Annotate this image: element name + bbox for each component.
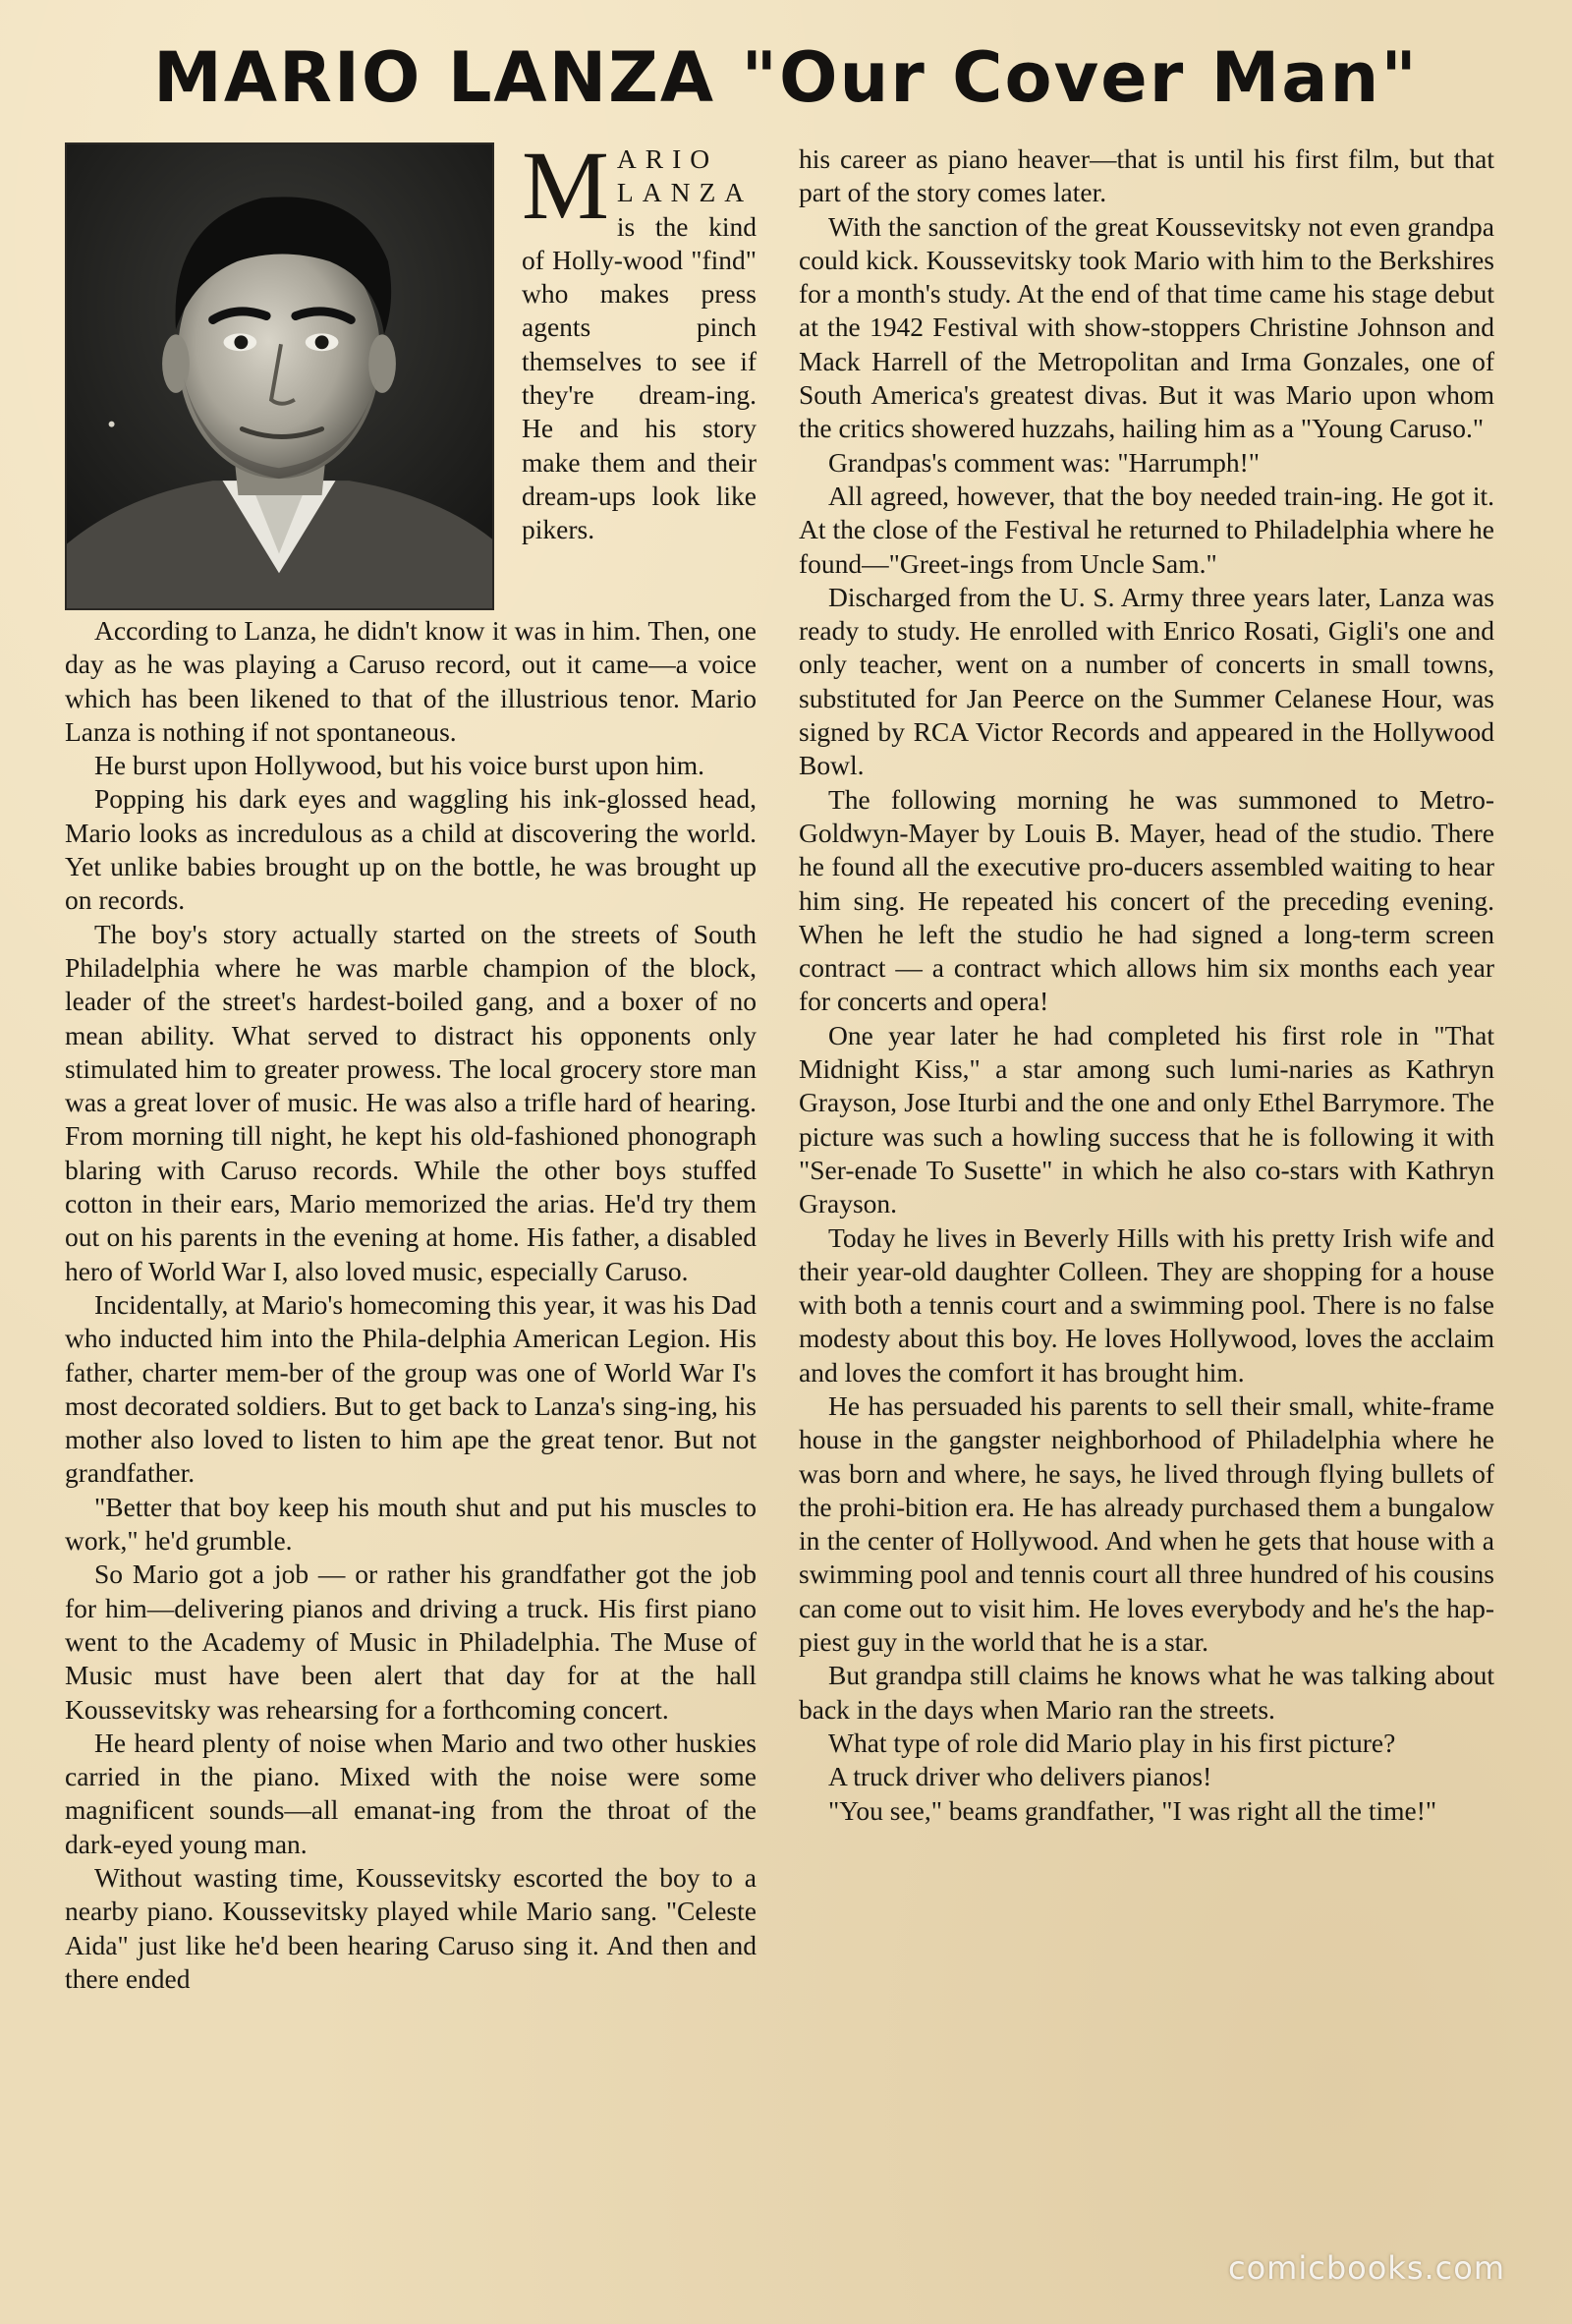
left-paragraph: Without wasting time, Koussevitsky escorted the boy to a nearby piano. Koussevitsky played while Mario sang. "Celeste Aida" just like he'd been hearing Caruso sing it. And then and there ended (65, 1861, 757, 1994)
right-paragraph: Grandpas's comment was: "Harrumph!" (828, 446, 1261, 478)
left-paragraph: He heard plenty of noise when Mario and two other huskies carried in the piano. Mixed with the noise were some magnificent sounds—all emanat-ing from the throat of the dark-eyed young man. (65, 1727, 757, 1859)
left-column (65, 131, 757, 1996)
right-paragraph: his career as piano heaver—that is until his first film, but that part of the story comes later. (799, 143, 1494, 208)
right-paragraph: Discharged from the U. S. Army three years later, Lanza was ready to study. He enrolled with Enrico Rosati, Gigli's one and only teacher, went on a number of concerts in small towns, substituted for Jan Peerce on the Summer Celanese Hour, was signed by RCA Victor Records and appeared in the Hollywood Bowl. (799, 581, 1494, 781)
left-paragraph: Incidentally, at Mario's homecoming this year, it was his Dad who inducted him into the Phila-delphia American Legion. His father, charter mem-ber of the group was one of World War I's most decorated soldiers. But to get back to Lanza's sing-ing, his mother also loved to listen to him ape the great tenor. But not grandfather. (65, 1288, 757, 1489)
portrait-photo (65, 142, 494, 610)
left-paragraph: According to Lanza, he didn't know it was in him. Then, one day as he was playing a Caruso record, out it came—a voice which has been likened to that of the illustrious tenor. Mario Lanza is nothing if not spontaneous. (65, 615, 757, 747)
drop-cap: M (522, 131, 609, 240)
right-paragraph: All agreed, however, that the boy needed train-ing. He got it. At the close of the Festival he returned to Philadelphia where he found—"Greet-ings from Uncle Sam." (799, 480, 1494, 579)
right-paragraph: He has persuaded his parents to sell their small, white-frame house in the gangster neighborhood of Philadelphia where he was born and where, he says, he lived through flying bullets of the prohi-bition era. He has already purchased them a bungalow in the center of Hollywood. And when he gets that house with a swimming pool and tennis court all three hundred of his cousins can come out to visit him. He loves everybody and he's the hap-piest guy in the world that he is a star. (799, 1389, 1494, 1658)
right-paragraph: Today he lives in Beverly Hills with his pretty Irish wife and their year-old daughter Colleen. They are shopping for a house with both a tennis court and a swimming pool. There is no false modesty about this boy. He loves Hollywood, loves the acclaim and loves the comfort it has brought him. (799, 1221, 1494, 1388)
right-paragraph: The following morning he was summoned to Metro-Goldwyn-Mayer by Louis B. Mayer, head of the studio. There he found all the executive pro-ducers assembled waiting to hear him sing. He repeated his concert of the preceding evening. When he left the studio he had signed a long-term screen contract — a contract which allows him six months each year for concerts and opera! (799, 783, 1494, 1017)
left-paragraph: The boy's story actually started on the streets of South Philadelphia where he was marble champion of the block, leader of the street's hardest-boiled gang, and a boxer of no mean ability. What served to distract his opponents only stimulated him to greater prowess. The local grocery store man was a great lover of music. He was also a trifle hard of hearing. From morning till night, he kept his old-fashioned phonograph blaring with Caruso records. While the other boys stuffed cotton in their ears, Mario memorized the arias. He'd try them out on his parents in the evening at home. His father, a disabled hero of World War I, also loved music, especially Caruso. (65, 918, 757, 1286)
right-paragraph: What type of role did Mario play in his first picture? (828, 1727, 1396, 1758)
watermark: comicbooks.com (1227, 2249, 1505, 2287)
right-paragraph: But grandpa still claims he knows what he was talking about back in the days when Mario ran the streets. (799, 1660, 1494, 1725)
left-paragraph: So Mario got a job — or rather his grandfather got the job for him—delivering pianos and driving a truck. His first piano went to the Academy of Music in Philadelphia. The Muse of Music must have been alert that day for at the hall Koussevitsky was rehearsing for a forthcoming concert. (65, 1559, 757, 1725)
portrait-illustration (67, 144, 492, 608)
right-paragraph: "You see," beams grandfather, "I was right all the time!" (828, 1794, 1437, 1826)
right-paragraph: A truck driver who delivers pianos! (828, 1761, 1212, 1792)
lead-text: is the kind of Holly-wood "find" who makes press agents pinch themselves to see if they're dream-ing. He and his story make them and their dream-ups look like pikers. (522, 210, 757, 545)
left-paragraph: Popping his dark eyes and waggling his ink-glossed head, Mario looks as incredulous as a child at discovering the world. Yet unlike babies brought up on the bottle, he was brought up on records. (65, 783, 757, 916)
left-paragraph: "Better that boy keep his mouth shut and put his muscles to work," he'd grumble. (65, 1491, 757, 1557)
lead-caps: ARIO LANZA (616, 143, 754, 208)
right-column (799, 142, 1494, 1828)
left-paragraph: He burst upon Hollywood, but his voice burst upon him. (94, 750, 705, 781)
right-paragraph: With the sanction of the great Koussevitsky not even grandpa could kick. Koussevitsky took Mario with him to the Berkshires for a month's study. At the end of that time came his stage debut at the 1942 Festival with show-stoppers Christine Johnson and Mack Harrell of the Metropolitan and Irma Gonzales, one of South America's greatest divas. But it was Mario upon whom the critics showered huzzahs, hailing him as a "Young Caruso." (799, 210, 1494, 444)
right-paragraph: One year later he had completed his first role in "That Midnight Kiss," a star among such lumi-naries as Kathryn Grayson, Jose Iturbi and the one and only Ethel Barrymore. The picture was such a howling success that he is following it with "Ser-enade To Susette" in which he also co-stars with Kathryn Grayson. (799, 1019, 1494, 1219)
page-title: MARIO LANZA "Our Cover Man" (153, 37, 1419, 118)
